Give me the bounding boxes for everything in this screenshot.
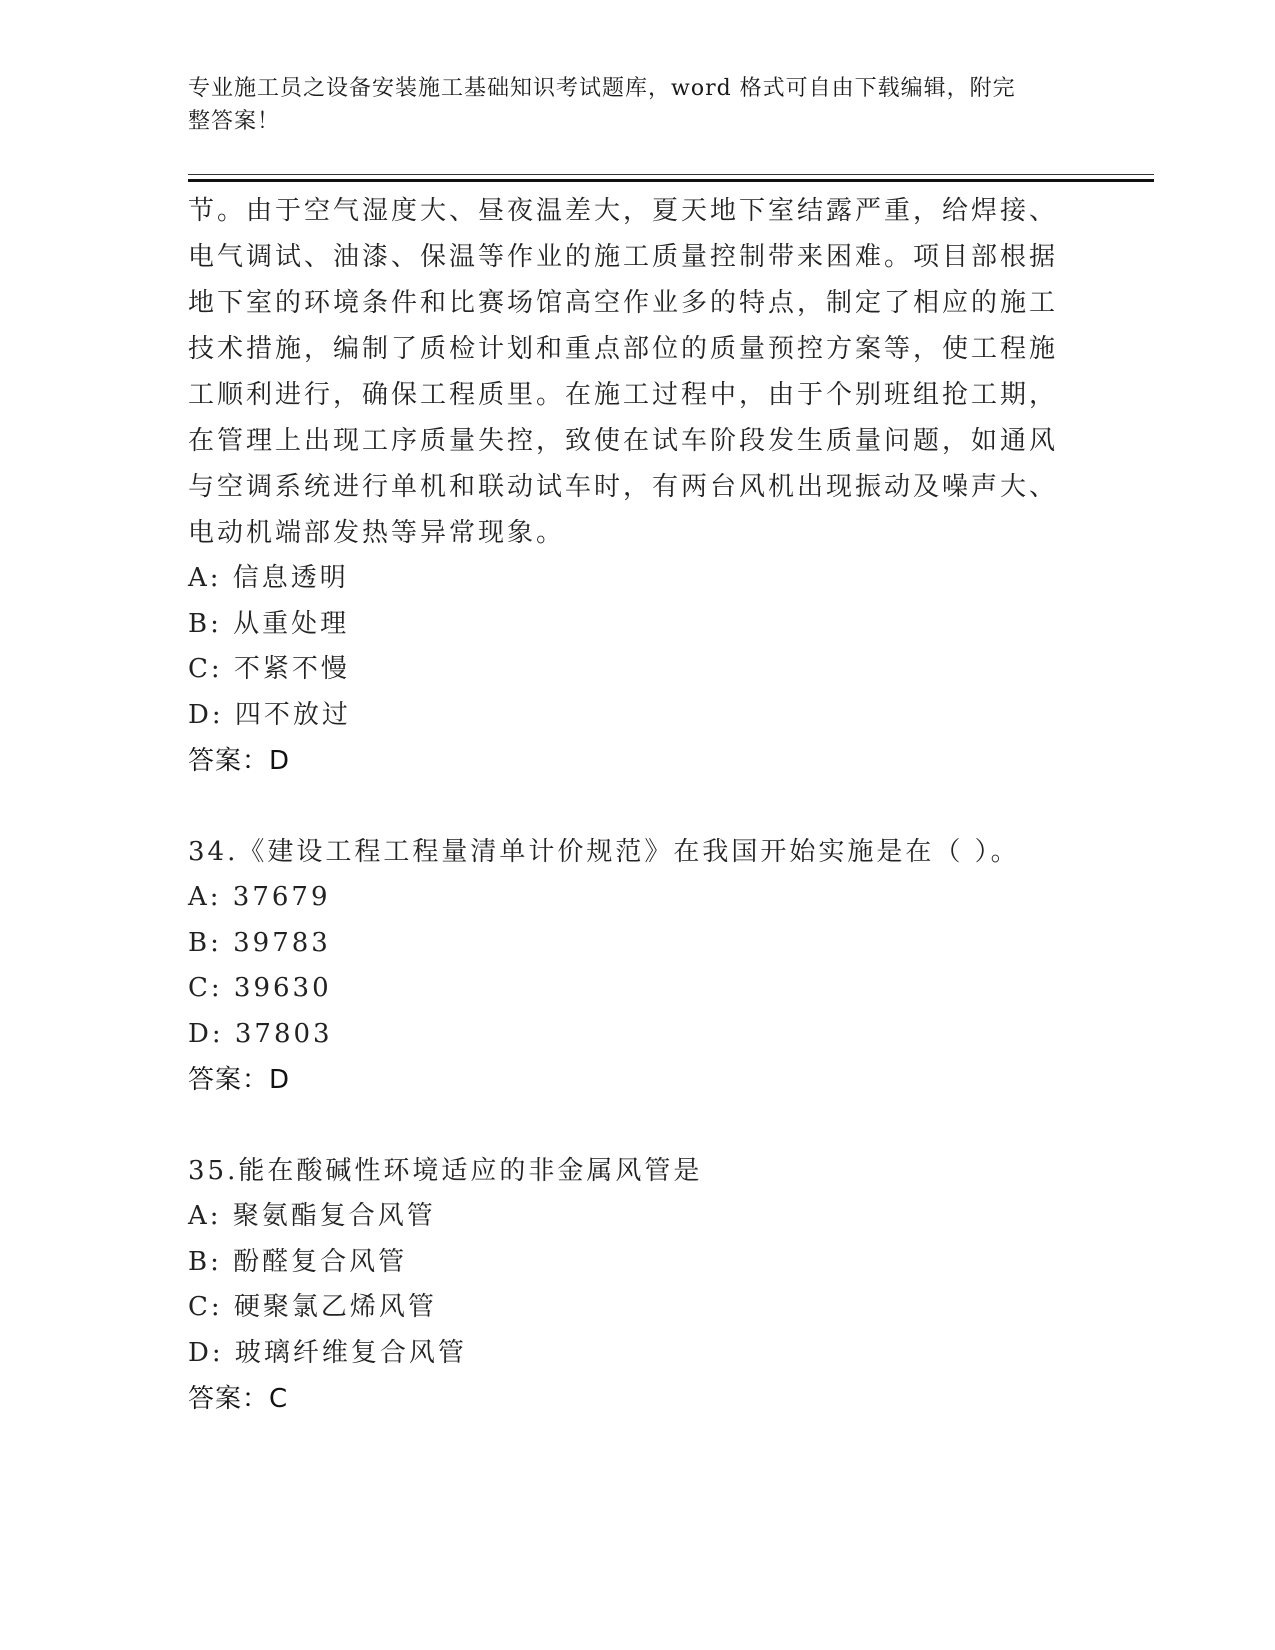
- question-33-option-b: B: 从重处理: [188, 608, 350, 639]
- question-34-option-a: A: 37679: [188, 882, 331, 912]
- question-34-answer: 答案：D: [188, 1065, 291, 1095]
- spacer: [188, 1103, 1068, 1148]
- question-34-option-c: C: 39630: [188, 973, 332, 1003]
- question-33-text-line: 节。由于空气湿度大、昼夜温差大，夏天地下室结露严重，给焊接、: [188, 196, 1059, 226]
- question-33-text-line: 电气调试、油漆、保温等作业的施工质量控制带来困难。项目部根据: [188, 242, 1059, 272]
- question-34-block: [188, 829, 1068, 1103]
- question-35-option-c: C: 硬聚氯乙烯风管: [188, 1292, 437, 1322]
- question-33-answer: 答案：D: [188, 746, 291, 776]
- question-35-answer: 答案：C: [188, 1384, 289, 1414]
- question-33-text-line: 地下室的环境条件和比赛场馆高空作业多的特点，制定了相应的施工: [188, 288, 1059, 318]
- question-33-text-line: 在管理上出现工序质量失控，致使在试车阶段发生质量问题，如通风: [188, 426, 1059, 456]
- question-33-option-a: A: 信息透明: [188, 563, 349, 593]
- question-34-stem: 34.《建设工程工程量清单计价规范》在我国开始实施是在（ ）。: [188, 837, 1020, 867]
- header-divider-thin: [188, 174, 1154, 175]
- question-33-text-line: 工顺利进行，确保工程质里。在施工过程中，由于个别班组抢工期，: [188, 380, 1059, 410]
- question-34-option-d: D: 37803: [188, 1018, 333, 1049]
- question-33-option-d: D: 四不放过: [188, 699, 351, 730]
- spacer: [188, 784, 1068, 829]
- header-line-1: 专业施工员之设备安装施工基础知识考试题库，word 格式可自由下载编辑，附完: [188, 76, 1016, 101]
- question-34-option-b: B: 39783: [188, 927, 331, 958]
- question-35-option-d: D: 玻璃纤维复合风管: [188, 1337, 467, 1368]
- header-divider-thick: [188, 179, 1154, 182]
- question-35-option-b: B: 酚醛复合风管: [188, 1246, 408, 1277]
- question-33-option-c: C: 不紧不慢: [188, 654, 350, 684]
- document-body: [188, 188, 1068, 1422]
- question-35-option-a: A: 聚氨酯复合风管: [188, 1201, 436, 1231]
- question-33-text-line: 电动机端部发热等异常现象。: [188, 518, 566, 548]
- document-header: [188, 72, 1068, 138]
- question-33-block: [188, 188, 1068, 784]
- question-33-text-line: 技术措施，编制了质检计划和重点部位的质量预控方案等，使工程施: [188, 334, 1059, 364]
- header-line-2: 整答案！: [188, 109, 281, 134]
- question-33-text-line: 与空调系统进行单机和联动试车时，有两台风机出现振动及噪声大、: [188, 472, 1059, 502]
- question-35-block: [188, 1148, 1068, 1422]
- question-35-stem: 35.能在酸碱性环境适应的非金属风管是: [188, 1156, 703, 1186]
